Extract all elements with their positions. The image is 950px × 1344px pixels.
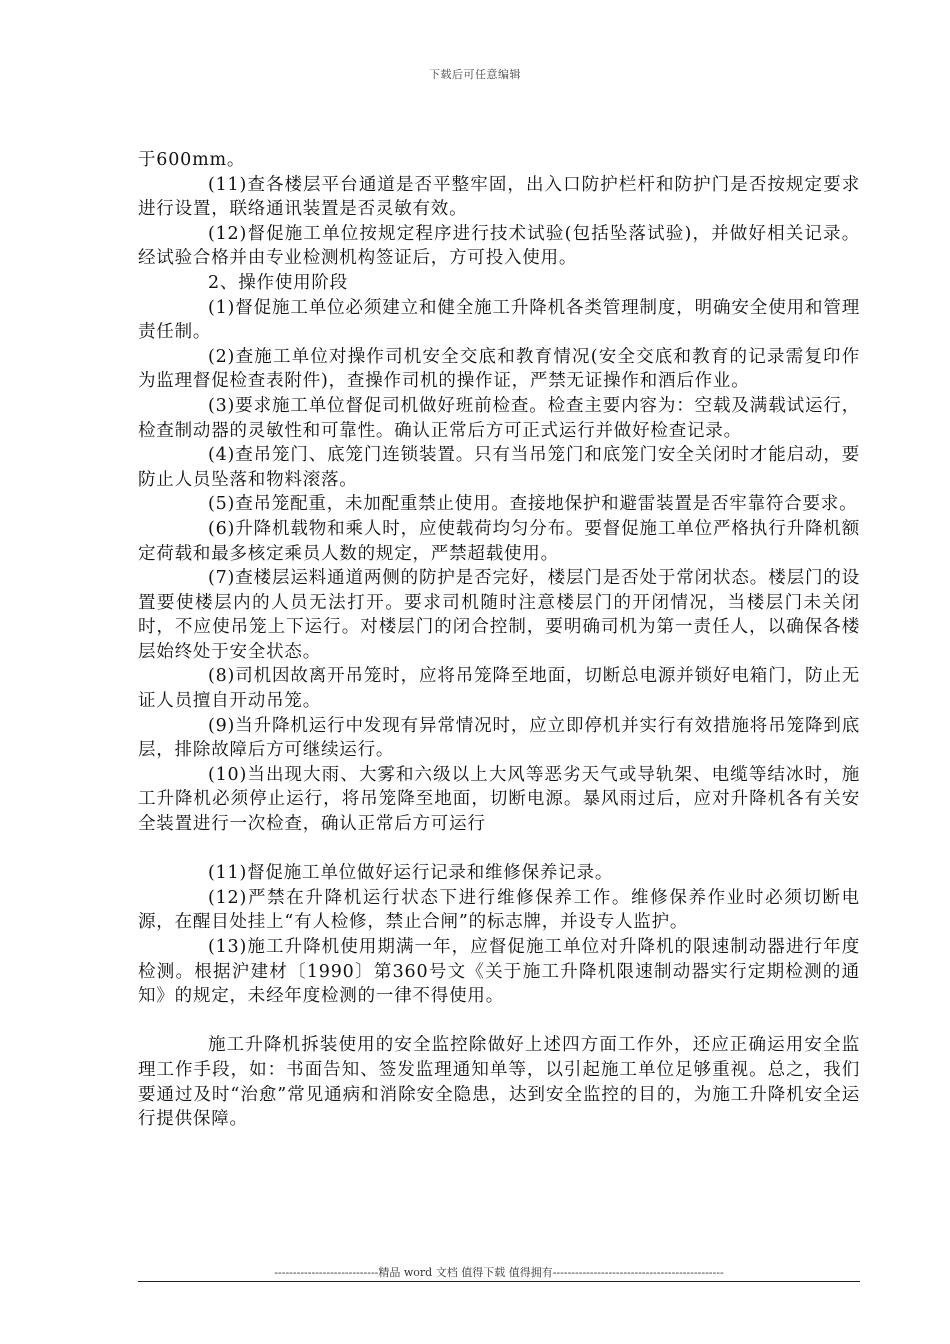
blank-line [138,1009,860,1034]
paragraph-op-9: (9)当升降机运行中发现有异常情况时，应立即停机并实行有效措施将吊笼降到底层，排除故障后方可继续运行。 [138,715,860,761]
paragraph-op-4: (4)查吊笼门、底笼门连锁装置。只有当吊笼门和底笼门安全关闭时才能启动，要防止人员坠落和物料滚落。 [138,445,860,490]
paragraph-item-11: (11)查各楼层平台通道是否平整牢固，出入口防护栏杆和防护门是否按规定要求进行设置，联络通讯装置是否灵敏有效。 [138,174,860,220]
paragraph-item-12: (12)督促施工单位按规定程序进行技术试验(包括坠落试验)，并做好相关记录。经试验合格并由专业检测机构签证后，方可投入使用。 [138,223,860,269]
paragraph-op-11: (11)督促施工单位做好运行记录和维修保养记录。 [208,863,614,884]
paragraph-op-3: (3)要求施工单位督促司机做好班前检查。检查主要内容为：空载及满载试运行，检查制动器的灵敏性和可靠性。确认正常后方可正式运行并做好检查记录。 [138,395,860,441]
paragraph-op-12: (12)严禁在升降机运行状态下进行维修保养工作。维修保养作业时必须切断电源，在醒目处挂上“有人检修，禁止合闸”的标志牌，并设专人监护。 [138,887,860,933]
paragraph-op-1: (1)督促施工单位必须建立和健全施工升降机各类管理制度，明确安全使用和管理责任制。 [138,297,860,343]
document-body [138,148,860,1132]
paragraph-conclusion: 施工升降机拆装使用的安全监控除做好上述四方面工作外，还应正确运用安全监理工作手段，如：书面告知、签发监理通知单等，以引起施工单位足够重视。总之，我们要通过及时“治愈”常见通病和消除安全隐患，达到安全监控的目的，为施工升降机安全运行提供保障。 [138,1035,860,1130]
paragraph-op-7: (7)查楼层运料通道两侧的防护是否完好，楼层门是否处于常闭状态。楼层门的设置要使楼层内的人员无法打开。要求司机随时注意楼层门的开闭情况，当楼层门未关闭时，不应使吊笼上下运行。对楼层门的闭合控制，要明确司机为第一责任人，以确保各楼层始终处于安全状态。 [138,568,860,662]
page-footer: ----------------------------精品 word 文档 值得下载 值得拥有---------------------------------------------- [274,1266,724,1279]
paragraph-op-8: (8)司机因故离开吊笼时，应将吊笼降至地面，切断总电源并锁好电箱门，防止无证人员擅自开动吊笼。 [138,666,860,712]
paragraph-continuation: 于600mm。 [138,150,246,170]
section-heading: 2、操作使用阶段 [208,272,349,293]
paragraph-op-2: (2)查施工单位对操作司机安全交底和教育情况(安全交底和教育的记录需复印作为监理督促检查表附件)，查操作司机的操作证，严禁无证操作和酒后作业。 [138,346,860,392]
page-header: 下载后可任意编辑 [429,68,521,81]
paragraph-op-6: (6)升降机载物和乘人时，应使载荷均匀分布。要督促施工单位严格执行升降机额定荷载和最多核定乘员人数的规定，严禁超载使用。 [138,518,860,564]
blank-line [138,837,860,862]
paragraph-op-5: (5)查吊笼配重，未加配重禁止使用。查接地保护和避雷装置是否牢靠符合要求。 [208,494,858,515]
paragraph-op-10: (10)当出现大雨、大雾和六级以上大风等恶劣天气或导轨架、电缆等结冰时，施工升降机必须停止运行，将吊笼降至地面，切断电源。暴风雨过后，应对升降机各有关安全装置进行一次检查，确认正常后方可运行 [138,764,860,835]
footer-divider [138,1281,860,1282]
paragraph-op-13: (13)施工升降机使用期满一年，应督促施工单位对升降机的限速制动器进行年度检测。根据沪建材〔1990〕第360号文《关于施工升降机限速制动器实行定期检测的通知》的规定，未经年度检测的一律不得使用。 [138,937,860,1007]
